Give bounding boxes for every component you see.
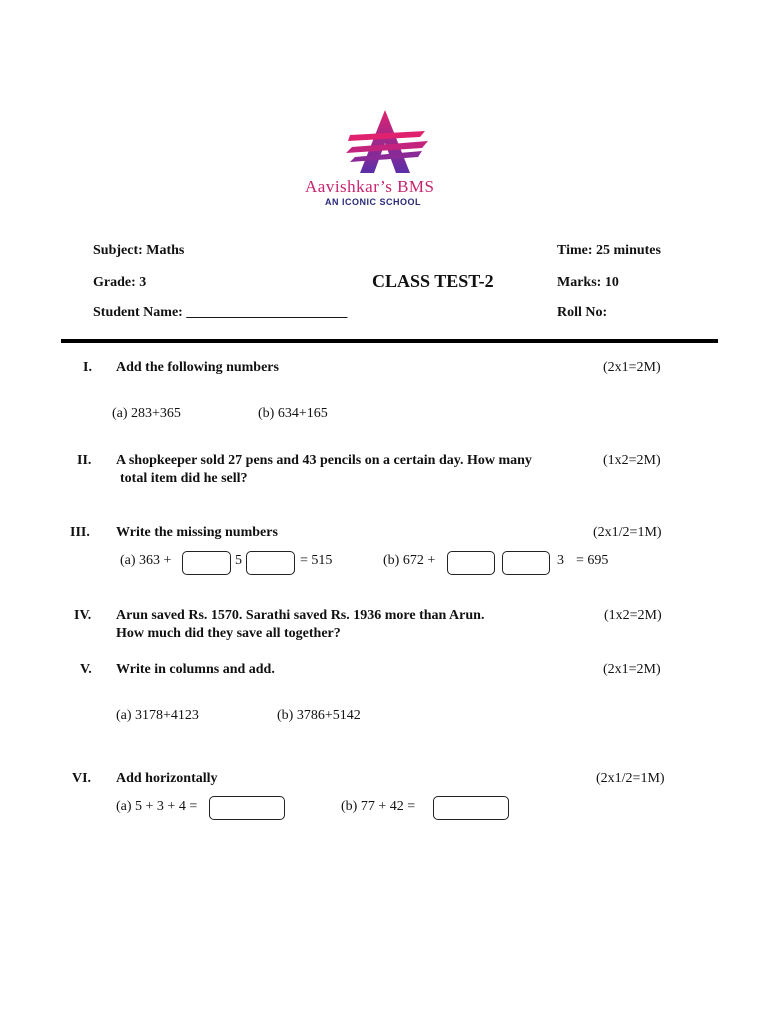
question-marks: (2x1/2=1M): [593, 525, 662, 540]
logo-brand-text: Aavishkar’s BMS: [305, 177, 435, 196]
logo-tagline: AN ICONIC SCHOOL: [325, 197, 422, 207]
question-text: Write in columns and add.: [116, 662, 275, 677]
test-title: CLASS TEST-2: [372, 271, 494, 291]
answer-box[interactable]: [182, 551, 231, 575]
grade-label: Grade: 3: [93, 275, 147, 290]
marks-label: Marks: 10: [557, 275, 619, 290]
question-number: I.: [83, 360, 92, 375]
question-text: Add horizontally: [116, 771, 218, 786]
roll-no-label: Roll No:: [557, 305, 608, 320]
question-number: III.: [70, 525, 90, 540]
part-a-result: = 515: [300, 553, 333, 568]
question-number: V.: [80, 662, 92, 677]
student-name-label: Student Name: _______________________: [93, 305, 348, 320]
part-a-prefix: (a) 5 + 3 + 4 =: [116, 799, 198, 814]
question-number: IV.: [74, 608, 92, 623]
part-a-digit: 5: [235, 553, 242, 568]
answer-box[interactable]: [246, 551, 295, 575]
answer-box[interactable]: [209, 796, 285, 820]
question-text-line2: How much did they save all together?: [116, 626, 341, 641]
question-text: Add the following numbers: [116, 360, 279, 375]
question-part: (a) 283+365: [112, 406, 181, 421]
part-b-prefix: (b) 672 +: [383, 553, 436, 568]
question-number: VI.: [72, 771, 92, 786]
part-b-prefix: (b) 77 + 42 =: [341, 799, 416, 814]
part-b-result: = 695: [576, 553, 609, 568]
question-marks: (1x2=2M): [603, 453, 661, 468]
question-marks: (2x1/2=1M): [596, 771, 665, 786]
question-marks: (2x1=2M): [603, 360, 661, 375]
question-part: (b) 634+165: [258, 406, 328, 421]
question-number: II.: [77, 453, 92, 468]
question-text-line2: total item did he sell?: [120, 471, 248, 486]
part-a-prefix: (a) 363 +: [120, 553, 172, 568]
question-text: A shopkeeper sold 27 pens and 43 pencils on a certain day. How many: [116, 453, 532, 468]
header-divider: [61, 339, 718, 343]
answer-box[interactable]: [502, 551, 550, 575]
question-text: Arun saved Rs. 1570. Sarathi saved Rs. 1936 more than Arun.: [116, 608, 485, 623]
part-b-digit: 3: [557, 553, 564, 568]
question-part: (b) 3786+5142: [277, 708, 361, 723]
answer-box[interactable]: [433, 796, 509, 820]
time-label: Time: 25 minutes: [557, 243, 661, 258]
question-marks: (1x2=2M): [604, 608, 662, 623]
school-logo: [300, 105, 470, 215]
question-text: Write the missing numbers: [116, 525, 278, 540]
subject-label: Subject: Maths: [93, 243, 185, 258]
question-marks: (2x1=2M): [603, 662, 661, 677]
logo-a-mark-icon: [300, 105, 470, 180]
answer-box[interactable]: [447, 551, 495, 575]
question-part: (a) 3178+4123: [116, 708, 199, 723]
